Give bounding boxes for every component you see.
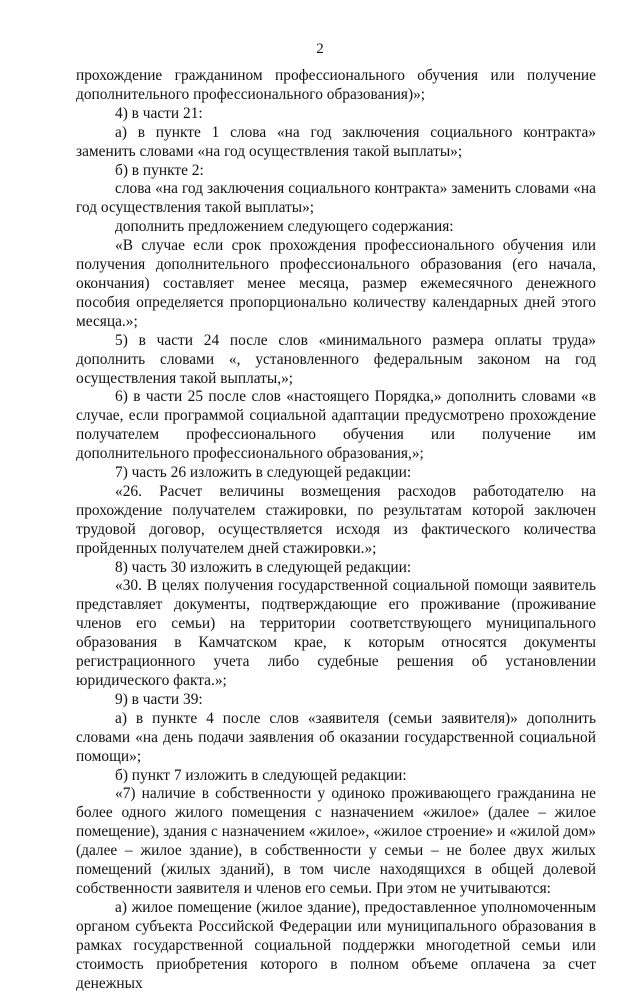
document-body [76,67,596,993]
paragraph: дополнить предложением следующего содержания: [115,218,454,236]
paragraph: б) пункт 7 изложить в следующей редакции: [115,766,407,784]
paragraph: «7) наличие в собственности у одиноко проживающего гражданина не более одного жилого помещения с назначением «жилое» (далее – жилое помещение), здания с назначением «жилое», «жилое строение» и «жилой дом» (далее – жилое здание), в собственности у семьи – не более двух жилых помещений (жилых зданий), в том числе находящихся в общей долевой собственности заявителя и членов его семьи. При этом не учитываются: [76,785,596,897]
paragraph: 8) часть 30 изложить в следующей редакции: [115,558,412,576]
paragraph: б) в пункте 2: [115,161,204,179]
paragraph: слова «на год заключения социального контракта» заменить словами «на год осуществления такой выплаты»; [76,180,596,217]
paragraph: а) в пункте 4 после слов «заявителя (семьи заявителя)» дополнить словами «на день подачи заявления об оказании государственной социальной помощи»; [76,709,596,765]
paragraph: «В случае если срок прохождения профессионального обучения или получения дополнительного профессионального образования (его начала, окончания) составляет менее месяца, размер ежемесячного денежного пособия определяется пропорционально количеству календарных дней этого месяца.»; [76,237,596,330]
paragraph: «30. В целях получения государственной социальной помощи заявитель представляет документы, подтверждающие его проживание (проживание членов его семьи) на территории соответствующего муниципального образования в Камчатском крае, к которым относятся документы регистрационного учета либо судебные решения об установлении юридического факта.»; [76,577,596,689]
paragraph: прохождение гражданином профессионального обучения или получение дополнительного профессионального образования)»; [76,67,596,103]
page-number: 2 [316,41,324,57]
paragraph: а) в пункте 1 слова «на год заключения социального контракта» заменить словами «на год осуществления такой выплаты»; [76,123,596,160]
paragraph: 9) в части 39: [115,690,203,708]
paragraph: 4) в части 21: [115,104,203,122]
paragraph: «26. Расчет величины возмещения расходов работодателю на прохождение получателем стажировки, по результатам которой заключен трудовой договор, осуществляется исходя из фактического количества пройденных получателем дней стажировки.»; [76,482,596,557]
paragraph: 7) часть 26 изложить в следующей редакции: [115,464,412,482]
paragraph: 6) в части 25 после слов «настоящего Порядка,» дополнить словами «в случае, если программой социальной адаптации предусмотрено прохождение получателем профессионального обучения или получение им дополнительного профессионального образования,»; [76,388,596,463]
paragraph: а) жилое помещение (жилое здание), предоставленное уполномоченным органом субъекта Российской Федерации или муниципального образования в рамках государственной социальной поддержки многодетной семьи или стоимость приобретения которого в полном объеме оплачена за счет денежных [76,898,596,992]
paragraph: 5) в части 24 после слов «минимального размера оплаты труда» дополнить словами «, установленного федеральным законом на год осуществления такой выплаты,»; [76,331,596,387]
